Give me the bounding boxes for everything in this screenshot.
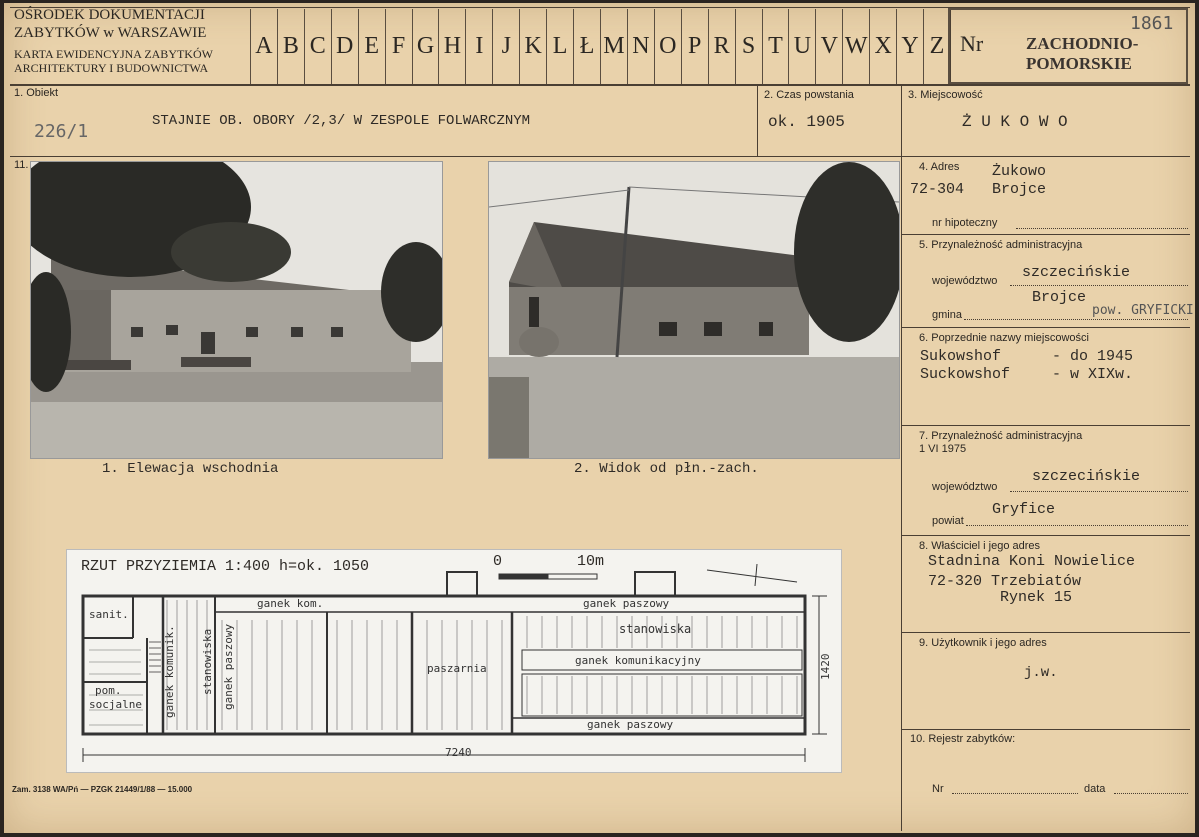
alphabet-letter: A [250,9,277,84]
alphabet-letter: K [519,9,546,84]
room-social-line2: socjalne [89,698,142,711]
alphabet-letter: S [735,9,762,84]
alphabet-letter: V [815,9,842,84]
address-label: 4. Adres [919,161,960,173]
owner-line2: 72-320 Trzebiatów [928,573,1082,590]
voivodeship-label: województwo [932,275,998,287]
plan-scale-zero: 0 [493,553,503,570]
commune-label: gmina [932,309,962,321]
alphabet-letter: Ł [573,9,600,84]
owner-label: 8. Właściciel i jego adres [919,540,1041,552]
handwritten-card-number: 1861 [1130,13,1174,34]
alphabet-letter: R [708,9,735,84]
voivodeship-1975-value: szczecińskie [1032,468,1141,485]
card-type-line1: KARTA EWIDENCYJNA ZABYTKÓW [14,47,213,61]
right-column-divider [901,86,902,831]
alphabet-letter: C [304,9,331,84]
plan-title: RZUT PRZYZIEMIA 1:400 h=ok. 1050 [81,558,370,575]
county-value: Gryfice [992,501,1056,518]
ground-floor-plan [66,549,842,773]
commune-value: Brojce [1032,289,1087,306]
plan-width-dimension: 7240 [445,746,472,759]
county-dotline [966,525,1188,526]
previous-name1: Sukowshof [920,348,1002,365]
alphabet-letter: E [358,9,385,84]
previous-names-label: 6. Poprzednie nazwy miejscowości [919,332,1089,344]
voivodeship-1975-label: województwo [932,481,998,493]
user-value: j.w. [1024,665,1058,681]
alphabet-letter: O [654,9,681,84]
photo2-caption: 2. Widok od płn.-zach. [574,461,759,477]
date-value: ok. 1905 [768,113,845,131]
register-nr-label: Nr [932,783,944,795]
alphabet-letter: W [842,9,869,84]
print-info: Zam. 3138 WA/Pń — PZGK 21449/1/88 — 15.000 [12,785,193,794]
previous-date2: - w XIXw. [1052,366,1134,383]
card-type-line2: ARCHITEKTURY I BUDOWNICTWA [14,61,209,75]
room-vertical-stalls: stanowiska [201,628,214,695]
section7-bottom-rule [902,535,1190,536]
alphabet-letter: U [788,9,815,84]
date-label: 2. Czas powstania [764,89,854,101]
region-line1: ZACHODNIO- [1026,34,1139,53]
address-line1: Żukowo [992,163,1047,180]
alphabet-letter: Z [923,9,950,84]
alphabet-letter: T [762,9,789,84]
room-communication-corridor: ganek komunikacyjny [575,654,701,667]
register-date-label: data [1084,783,1106,795]
alphabet-letter: M [600,9,627,84]
institution-line1: OŚRODEK DOKUMENTACJI [14,7,205,23]
admin-affiliation-1975-date: 1 VI 1975 [919,443,967,455]
mortgage-label: nr hipoteczny [932,217,998,229]
register-date-dotline [1114,793,1188,794]
alphabet-letter: G [412,9,439,84]
room-vertical-corridor: ganek komunik. [163,625,176,718]
section6-bottom-rule [902,425,1190,426]
commune-dotline [964,319,1188,320]
handwritten-object-number: 226/1 [34,121,89,142]
header-bottom-rule [10,84,1190,86]
previous-name2: Suckowshof [920,366,1011,383]
photo-northwest-view [488,161,900,459]
alphabet-letter: D [331,9,358,84]
photo-east-elevation [30,161,443,459]
room-top-corridor: ganek kom. [257,597,324,610]
alphabet-letter: J [492,9,519,84]
alphabet-letter: L [546,9,573,84]
region-line2: POMORSKIE [1026,54,1132,73]
room-sanitary: sanit. [89,608,129,621]
register-nr-dotline [952,793,1078,794]
section5-bottom-rule [902,327,1190,328]
owner-line3: Rynek 15 [1000,589,1073,606]
voivodeship-value: szczecińskie [1022,264,1131,281]
commune-handwritten: pow. GRYFICKI [1092,303,1194,318]
alphabet-letter: I [465,9,492,84]
mortgage-dotline [1016,228,1188,229]
plan-height-dimension: 1420 [819,653,832,680]
place-value: Ż U K O W O [962,113,1068,131]
institution-line2: ZABYTKÓW w WARSZAWIE [14,25,207,41]
address-line2: Brojce [992,181,1047,198]
register-label: 10. Rejestr zabytków: [910,733,1016,745]
admin-affiliation-1975-label: 7. Przynależność administracyjna [919,430,1083,442]
place-label: 3. Miejscowość [908,89,983,101]
voivodeship-1975-dotline [1010,491,1188,492]
section8-bottom-rule [902,632,1190,633]
address-postal: 72-304 [910,181,965,198]
voivodeship-dotline [1010,285,1188,286]
county-label: powiat [932,515,964,527]
object-value: STAJNIE OB. OBORY /2,3/ W ZESPOLE FOLWARCZNYM [152,113,531,129]
row1-bottom-rule [10,156,1190,157]
plan-drawing [67,550,841,772]
alphabet-index [250,9,950,84]
alphabet-letter: F [385,9,412,84]
owner-line1: Stadnina Koni Nowielice [928,553,1136,570]
photo1-caption: 1. Elewacja wschodnia [102,461,279,477]
user-label: 9. Użytkownik i jego adres [919,637,1047,649]
section9-bottom-rule [902,729,1190,730]
section4-bottom-rule [902,234,1190,235]
nr-label: Nr [960,31,984,56]
admin-affiliation-label: 5. Przynależność administracyjna [919,239,1083,251]
previous-date1: - do 1945 [1052,348,1134,365]
row1-divider-a [757,86,758,156]
section11-label: 11. [14,159,29,171]
room-bottom-feed-aisle: ganek paszowy [587,718,674,731]
alphabet-letter: N [627,9,654,84]
room-fodder-store: paszarnia [427,662,487,675]
room-social-line1: pom. [95,684,122,697]
alphabet-letter: X [869,9,896,84]
room-stalls: stanowiska [619,622,692,636]
room-vertical-feed-aisle: ganek paszowy [222,623,235,710]
plan-scale-ten: 10m [577,553,605,570]
alphabet-letter: P [681,9,708,84]
object-label: 1. Obiekt [14,87,59,99]
inventory-card [4,3,1195,833]
alphabet-letter: H [438,9,465,84]
alphabet-letter: B [277,9,304,84]
room-top-feed-aisle: ganek paszowy [583,597,670,610]
alphabet-letter: Y [896,9,923,84]
